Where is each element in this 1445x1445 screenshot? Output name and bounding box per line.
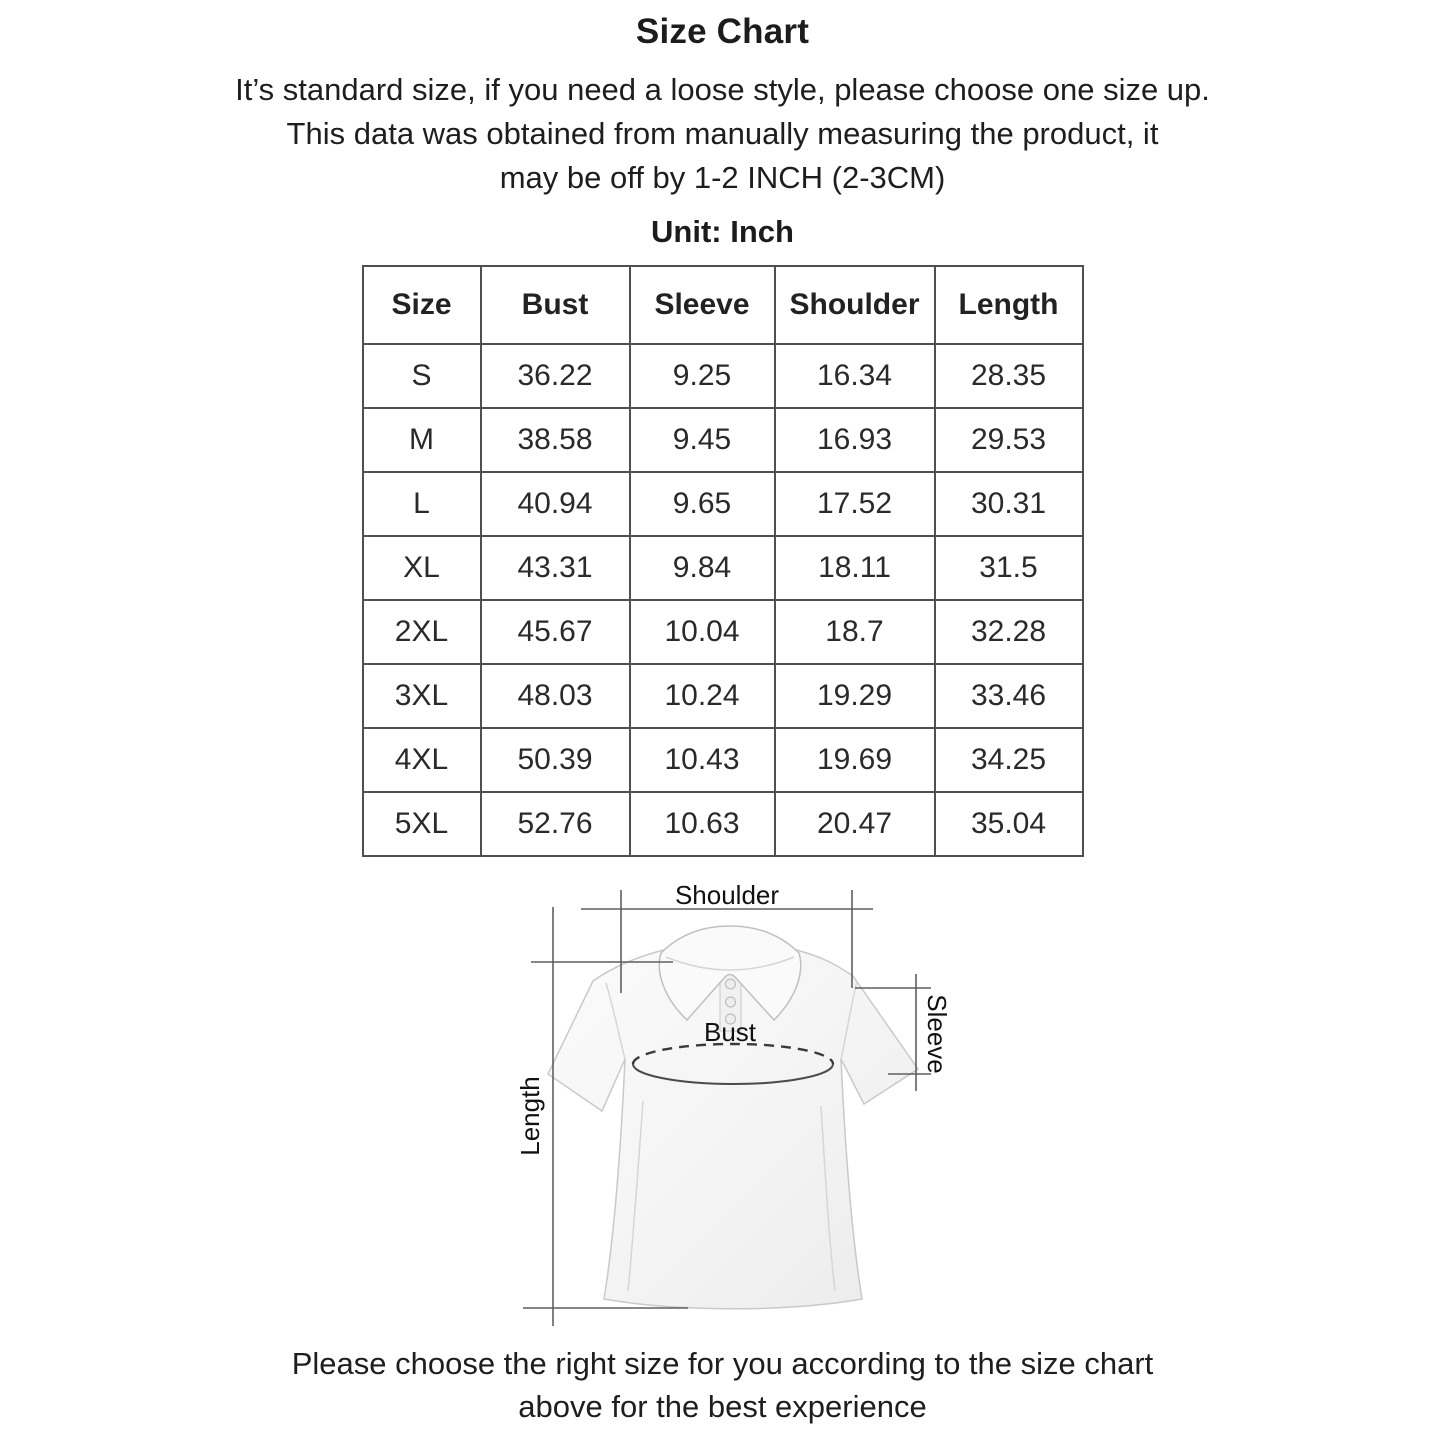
measurement-cell: 52.76: [481, 792, 630, 856]
size-row-5xl: [363, 792, 1083, 856]
size-row-m: [363, 408, 1083, 472]
button-1: [725, 979, 735, 989]
size-row-l: [363, 472, 1083, 536]
bust-label: Bust: [703, 1017, 756, 1047]
measurement-cell: 30.31: [935, 472, 1083, 536]
size-row-xl: [363, 536, 1083, 600]
column-header-length: Length: [935, 266, 1083, 344]
measurement-cell: 36.22: [481, 344, 630, 408]
measurement-cell: 38.58: [481, 408, 630, 472]
measurement-cell: 29.53: [935, 408, 1083, 472]
size-cell: XL: [363, 536, 481, 600]
size-row-2xl: [363, 600, 1083, 664]
size-note-line-3: may be off by 1-2 INCH (2-3CM): [499, 160, 946, 195]
footer-line-2: above for the best experience: [518, 1389, 927, 1424]
measurement-cell: 10.43: [630, 728, 775, 792]
size-cell: 5XL: [363, 792, 481, 856]
page-title: Size Chart: [635, 12, 810, 51]
size-note: [235, 68, 1210, 200]
length-label: Length: [514, 1076, 545, 1156]
measurement-cell: 20.47: [775, 792, 935, 856]
size-row-3xl: [363, 664, 1083, 728]
measurement-cell: 43.31: [481, 536, 630, 600]
size-note-line-1: It’s standard size, if you need a loose style, please choose one size up.: [235, 72, 1210, 107]
size-row-s: [363, 344, 1083, 408]
footer-line-1: Please choose the right size for you according to the size chart: [291, 1346, 1154, 1381]
size-cell: S: [363, 344, 481, 408]
size-table: [362, 265, 1084, 857]
measurement-cell: 35.04: [935, 792, 1083, 856]
unit-label: Unit: Inch: [651, 214, 794, 249]
column-header-sleeve: Sleeve: [630, 266, 775, 344]
button-2: [725, 997, 735, 1007]
measurement-cell: 45.67: [481, 600, 630, 664]
measurement-cell: 18.11: [775, 536, 935, 600]
size-cell: 4XL: [363, 728, 481, 792]
size-cell: M: [363, 408, 481, 472]
measurement-cell: 9.45: [630, 408, 775, 472]
size-cell: 3XL: [363, 664, 481, 728]
size-table-body: [363, 344, 1083, 856]
size-note-line-2: This data was obtained from manually measuring the product, it: [286, 116, 1159, 151]
size-row-4xl: [363, 728, 1083, 792]
measurement-cell: 9.65: [630, 472, 775, 536]
measurement-cell: 31.5: [935, 536, 1083, 600]
measurement-cell: 33.46: [935, 664, 1083, 728]
column-header-bust: Bust: [481, 266, 630, 344]
shoulder-label: Shoulder: [674, 880, 779, 910]
measurement-cell: 18.7: [775, 600, 935, 664]
column-header-size: Size: [363, 266, 481, 344]
measurement-cell: 10.24: [630, 664, 775, 728]
measurement-cell: 9.25: [630, 344, 775, 408]
measurement-cell: 17.52: [775, 472, 935, 536]
measurement-diagram: [473, 871, 973, 1331]
measurement-cell: 34.25: [935, 728, 1083, 792]
measurement-cell: 50.39: [481, 728, 630, 792]
size-cell: 2XL: [363, 600, 481, 664]
measurement-cell: 19.69: [775, 728, 935, 792]
measurement-cell: 19.29: [775, 664, 935, 728]
measurement-cell: 32.28: [935, 600, 1083, 664]
measurement-cell: 9.84: [630, 536, 775, 600]
size-cell: L: [363, 472, 481, 536]
polo-shirt-diagram: [473, 871, 973, 1331]
measurement-cell: 10.63: [630, 792, 775, 856]
sleeve-label: Sleeve: [921, 994, 952, 1074]
footer-note: [292, 1342, 1154, 1428]
measurement-cell: 40.94: [481, 472, 630, 536]
size-table-header-row: [363, 266, 1083, 344]
measurement-cell: 28.35: [935, 344, 1083, 408]
measurement-cell: 16.93: [775, 408, 935, 472]
measurement-cell: 10.04: [630, 600, 775, 664]
column-header-shoulder: Shoulder: [775, 266, 935, 344]
measurement-cell: 16.34: [775, 344, 935, 408]
measurement-cell: 48.03: [481, 664, 630, 728]
